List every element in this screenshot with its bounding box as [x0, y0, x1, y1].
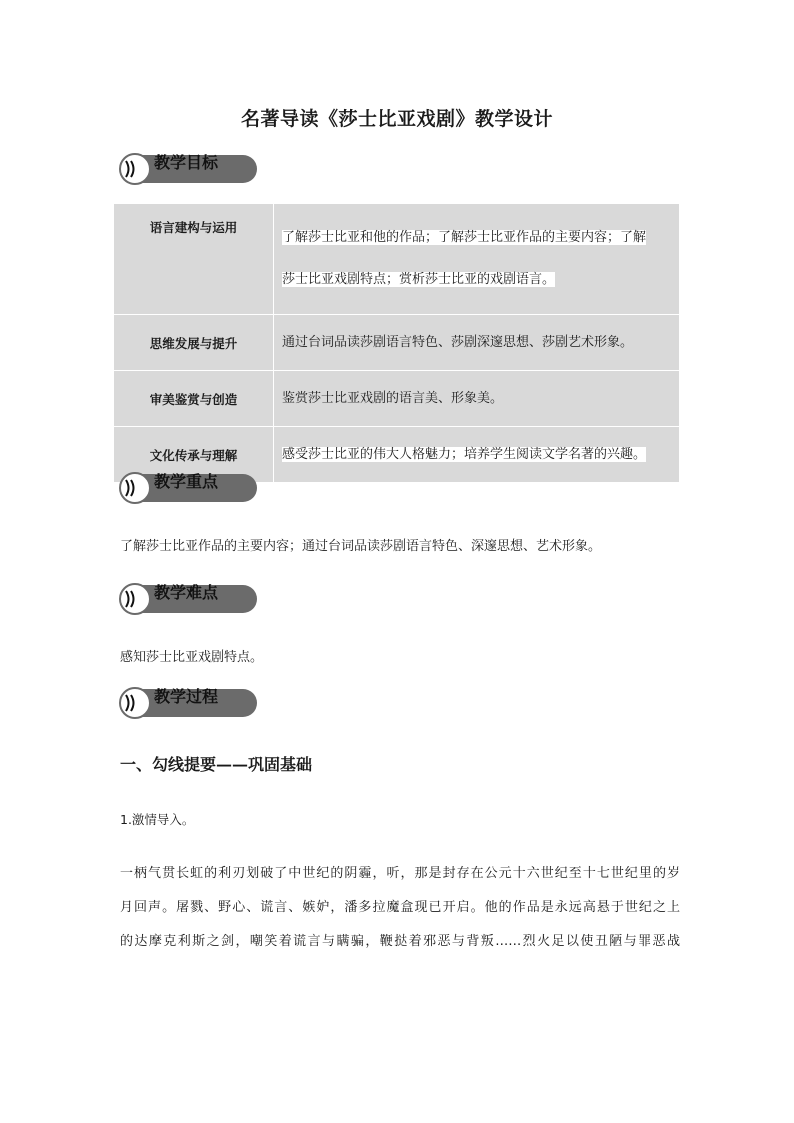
- process-paragraph: [120, 857, 680, 959]
- difficulties-text: 感知莎士比亚戏剧特点。: [120, 650, 264, 665]
- section-heading-goals: 教学目标: [154, 153, 219, 172]
- goal-label: 思维发展与提升: [114, 315, 274, 371]
- paragraph-line: 的达摩克利斯之剑，嘲笑着谎言与瞒骗，鞭挞着邪恶与背叛……烈火足以使丑陋与罪恶战: [120, 934, 680, 949]
- section-badge-process: [118, 686, 260, 720]
- goal-label: 文化传承与理解: [114, 427, 274, 483]
- document-title: 名著导读《莎士比亚戏剧》教学设计: [240, 108, 553, 130]
- table-row: [114, 315, 680, 371]
- goal-label: 审美鉴赏与创造: [114, 371, 274, 427]
- paragraph-line: 一柄气贯长虹的利刃划破了中世纪的阴霾，听，那是封存在公元十六世纪至十七世纪里的岁: [120, 866, 680, 881]
- table-row: [114, 204, 680, 315]
- section-badge-difficulties: [118, 582, 260, 616]
- goal-label: 语言建构与运用: [114, 204, 274, 315]
- goals-table: [113, 203, 680, 483]
- process-step-1: 1.激情导入。: [120, 812, 195, 827]
- section-heading-key-points: 教学重点: [154, 472, 219, 491]
- goal-text: 了解莎士比亚和他的作品；了解莎士比亚作品的主要内容；了解 莎士比亚戏剧特点；赏析莎士比亚的戏剧语言。: [274, 204, 680, 315]
- section-badge-goals: [118, 152, 260, 186]
- key-points-text: 了解莎士比亚作品的主要内容；通过台词品读莎剧语言特色、深邃思想、艺术形象。: [120, 539, 602, 554]
- goal-text: 鉴赏莎士比亚戏剧的语言美、形象美。: [274, 371, 680, 427]
- goal-text: 感受莎士比亚的伟大人格魅力；培养学生阅读文学名著的兴趣。: [274, 427, 680, 483]
- goal-text: 通过台词品读莎剧语言特色、莎剧深邃思想、莎剧艺术形象。: [274, 315, 680, 371]
- section-badge-key-points: [118, 471, 260, 505]
- table-row: [114, 371, 680, 427]
- process-subheading: 一、勾线提要——巩固基础: [120, 755, 313, 774]
- section-heading-process: 教学过程: [154, 687, 219, 706]
- paragraph-line: 月回声。屠戮、野心、谎言、嫉妒，潘多拉魔盒现已开启。他的作品是永远高悬于世纪之上: [120, 900, 680, 915]
- section-heading-difficulties: 教学难点: [154, 583, 219, 602]
